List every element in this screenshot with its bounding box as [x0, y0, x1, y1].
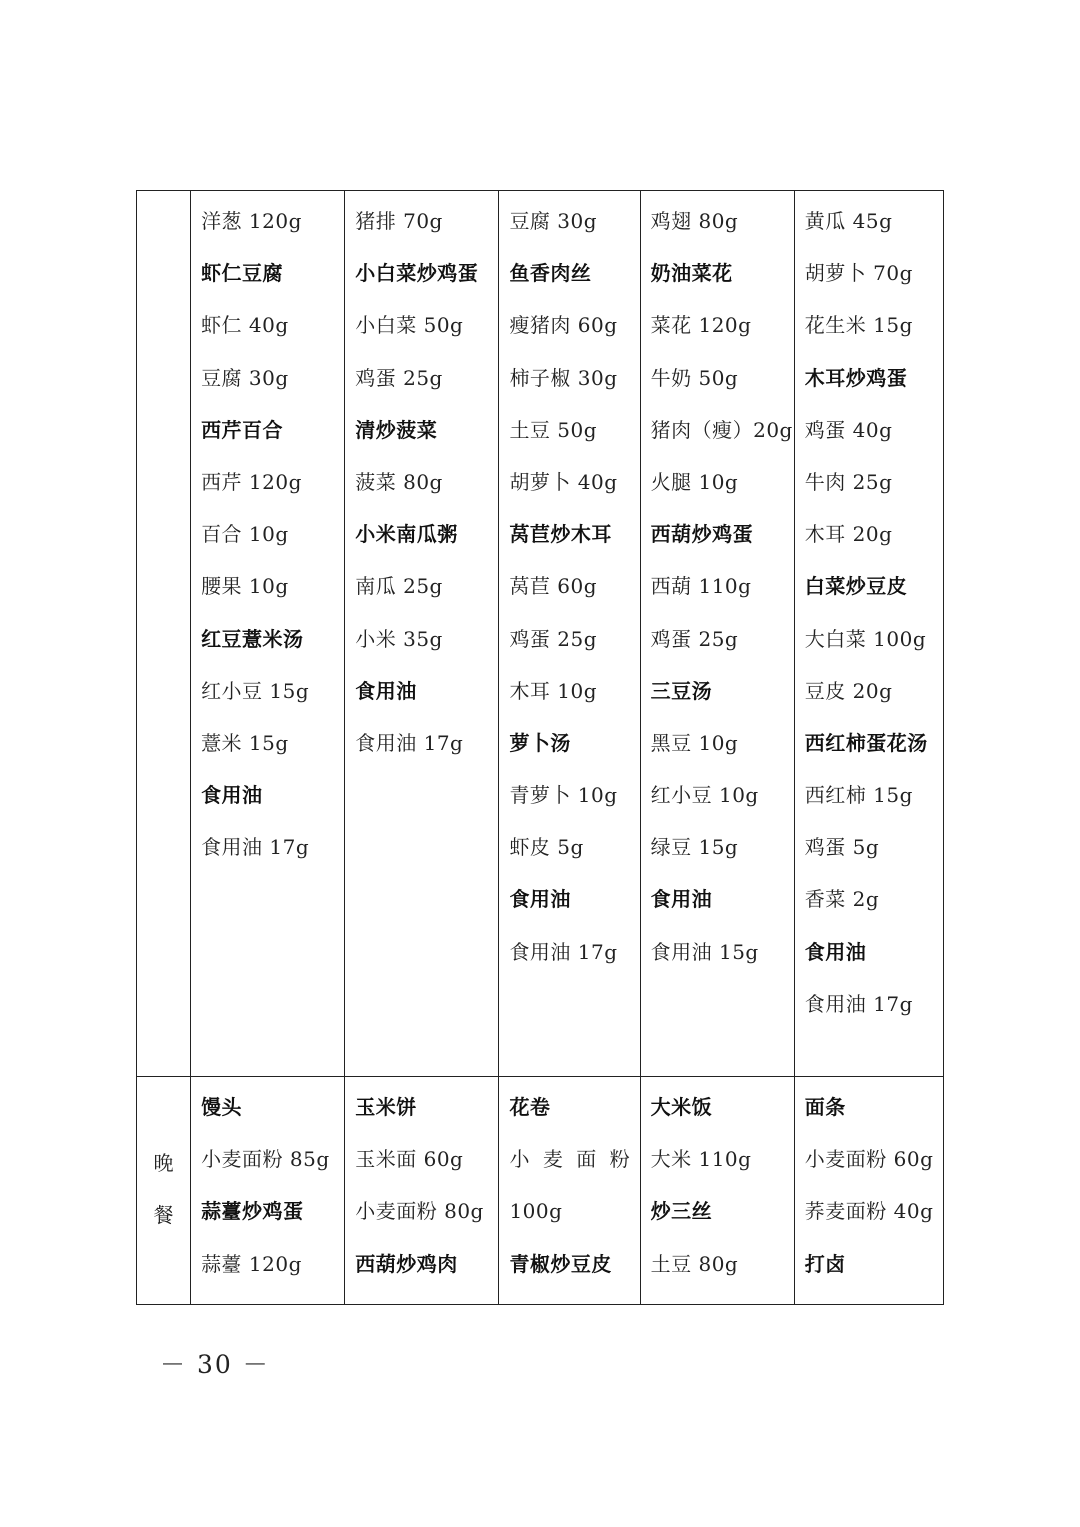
menu-cell-day-4: [640, 191, 794, 1077]
ingredient-line: 瘦猪肉 60g: [509, 313, 618, 338]
dish-name: 大米饭: [650, 1095, 713, 1119]
menu-cell-day-1: [191, 1077, 345, 1305]
ingredient-line: 鸡翅 80g: [650, 209, 739, 233]
menu-cell-day-5: [794, 191, 943, 1077]
dish-name: 西葫炒鸡蛋: [650, 522, 754, 547]
ingredient-line: 豆腐 30g: [509, 209, 598, 233]
dish-name: 奶油菜花: [650, 261, 733, 286]
ingredient-line: 玉米面 60g: [355, 1147, 464, 1172]
ingredient-line: 虾仁 40g: [201, 313, 289, 338]
ingredient-line: 豆皮 20g: [804, 678, 893, 703]
dish-name: 打卤: [804, 1251, 846, 1276]
dish-name: 食用油: [201, 783, 263, 808]
ingredient-line: 黄瓜 45g: [804, 209, 893, 233]
menu-cell-day-5: [794, 1077, 943, 1305]
ingredient-line: 花生米 15g: [804, 313, 913, 338]
ingredient-line: 食用油 17g: [804, 991, 913, 1016]
ingredient-line: 胡萝卜 70g: [804, 261, 913, 286]
ingredient-line: 柿子椒 30g: [509, 365, 618, 390]
meal-label-char: 餐: [153, 1203, 174, 1227]
dish-name: 木耳炒鸡蛋: [804, 365, 908, 390]
ingredient-line: 小麦面粉 60g: [804, 1147, 934, 1172]
dish-name: 萝卜汤: [509, 730, 571, 755]
meal-label-cell: [137, 1077, 191, 1305]
ingredient-line: 牛奶 50g: [650, 365, 739, 390]
ingredient-line: 小白菜 50g: [355, 313, 464, 338]
ingredient-line: 土豆 50g: [509, 417, 598, 442]
ingredient-line: 黑豆 10g: [650, 730, 739, 755]
menu-cell-day-4: [640, 1077, 794, 1305]
dish-name: 清炒菠菜: [355, 417, 438, 442]
ingredient-line: 鸡蛋 5g: [804, 835, 880, 860]
ingredient-line: 蒜薹 120g: [201, 1251, 302, 1276]
meal-label-dinner: [137, 1077, 190, 1241]
dish-name: 食用油: [650, 887, 713, 912]
ingredient-line: 鸡蛋 40g: [804, 417, 893, 442]
menu-cell-day-2: [345, 191, 499, 1077]
ingredient-line: 食用油 17g: [355, 730, 464, 755]
dish-name: 西芹百合: [201, 417, 284, 442]
ingredient-line: 百合 10g: [201, 522, 289, 547]
dish-name: 青椒炒豆皮: [509, 1251, 612, 1276]
ingredient-line: 西红柿 15g: [804, 783, 913, 808]
dish-name: 西葫炒鸡肉: [355, 1251, 458, 1276]
ingredient-line: 100g: [509, 1199, 563, 1224]
ingredient-line: 菜花 120g: [650, 313, 752, 338]
ingredient-line: 木耳 20g: [804, 522, 893, 547]
ingredient-char: 小: [509, 1147, 530, 1172]
dinner-row: [137, 1077, 944, 1305]
ingredient-line: 南瓜 25g: [355, 574, 443, 599]
page-number: － 30 －: [160, 1350, 270, 1379]
ingredient-line: 木耳 10g: [509, 678, 598, 703]
ingredient-line: 青萝卜 10g: [509, 783, 618, 808]
ingredient-line: 鸡蛋 25g: [650, 626, 739, 651]
ingredient-line: 猪肉（瘦）20g: [650, 417, 793, 442]
ingredient-line: 西葫 110g: [650, 574, 752, 599]
dish-name: 西红柿蛋花汤: [804, 730, 928, 755]
ingredient-line: 小麦面粉 80g: [355, 1199, 484, 1224]
menu-cell-day-2: [345, 1077, 499, 1305]
menu-table: [136, 190, 944, 1305]
ingredient-char: 面: [576, 1147, 597, 1172]
dish-name: 白菜炒豆皮: [804, 574, 908, 599]
ingredient-line: 洋葱 120g: [201, 209, 302, 233]
menu-cell-day-1: [191, 191, 345, 1077]
dish-name: 玉米饼: [355, 1095, 417, 1119]
ingredient-line: 腰果 10g: [201, 574, 289, 599]
ingredient-line: 大白菜 100g: [804, 626, 927, 651]
ingredient-line: 红小豆 15g: [201, 678, 310, 703]
ingredient-line: 绿豆 15g: [650, 835, 739, 860]
lunch-row-continued: [137, 191, 944, 1077]
ingredient-line: [509, 1133, 639, 1185]
dish-name: 面条: [804, 1095, 846, 1119]
meal-label-char: 晚: [153, 1151, 174, 1175]
dish-name: 食用油: [804, 939, 867, 964]
ingredient-line: 牛肉 25g: [804, 469, 893, 494]
meal-label-cell: [137, 191, 191, 1077]
ingredient-line: 西芹 120g: [201, 469, 302, 494]
ingredient-char: 麦: [542, 1147, 563, 1172]
ingredient-line: 荞麦面粉 40g: [804, 1199, 934, 1224]
ingredient-line: 猪排 70g: [355, 209, 443, 233]
dish-name: 小白菜炒鸡蛋: [355, 261, 479, 286]
ingredient-line: 香菜 2g: [804, 887, 880, 912]
ingredient-line: 食用油 17g: [201, 835, 310, 860]
dish-name: 花卷: [509, 1095, 551, 1119]
dish-name: 食用油: [355, 678, 417, 703]
dish-name: 莴苣炒木耳: [509, 522, 612, 547]
ingredient-line: 小麦面粉 85g: [201, 1147, 330, 1172]
dish-name: 食用油: [509, 887, 571, 912]
menu-cell-day-3: [499, 191, 640, 1077]
ingredient-char: 粉: [609, 1147, 630, 1172]
ingredient-line: 鸡蛋 25g: [509, 626, 598, 651]
dish-name: 红豆薏米汤: [201, 626, 304, 651]
dish-name: 小米南瓜粥: [355, 522, 458, 547]
ingredient-line: 鸡蛋 25g: [355, 365, 443, 390]
ingredient-line: 大米 110g: [650, 1147, 752, 1172]
ingredient-line: 红小豆 10g: [650, 783, 759, 808]
ingredient-line: 豆腐 30g: [201, 365, 289, 390]
ingredient-line: 小米 35g: [355, 626, 443, 651]
dish-name: 蒜薹炒鸡蛋: [201, 1199, 304, 1224]
ingredient-line: 食用油 17g: [509, 939, 618, 964]
dish-name: 鱼香肉丝: [509, 261, 592, 286]
dish-name: 三豆汤: [650, 678, 713, 703]
ingredient-line: 胡萝卜 40g: [509, 469, 618, 494]
ingredient-line: 火腿 10g: [650, 469, 739, 494]
ingredient-line: 虾皮 5g: [509, 835, 584, 860]
menu-cell-day-3: [499, 1077, 640, 1305]
ingredient-line: 菠菜 80g: [355, 469, 443, 494]
dish-name: 馒头: [201, 1095, 243, 1119]
ingredient-line: 薏米 15g: [201, 730, 289, 755]
ingredient-line: 食用油 15g: [650, 939, 759, 964]
ingredient-line: 土豆 80g: [650, 1251, 739, 1276]
dish-name: 炒三丝: [650, 1199, 713, 1224]
dish-name: 虾仁豆腐: [201, 261, 284, 286]
ingredient-line: 莴苣 60g: [509, 574, 598, 599]
